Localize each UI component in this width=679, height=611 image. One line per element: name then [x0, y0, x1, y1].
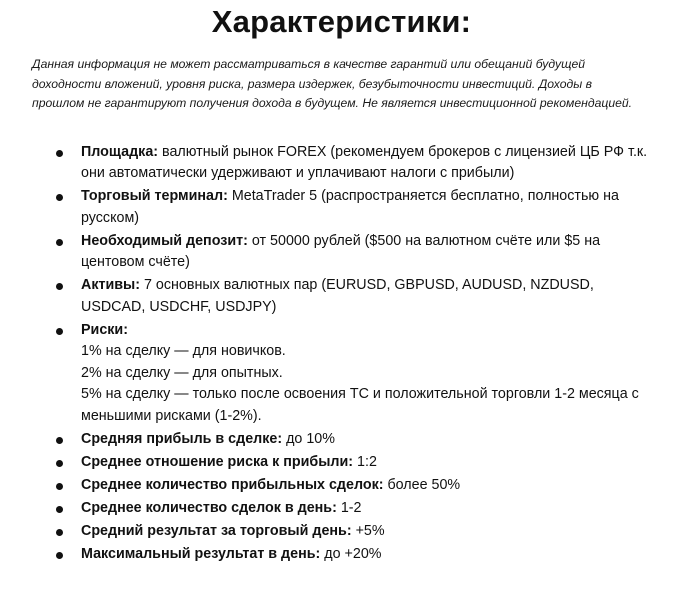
spec-item-risks: [54, 320, 651, 428]
disclaimer-text: Данная информация не может рассматриваться в качестве гарантий или обещаний будущей доходности вложений, уровня риска, размера издержек, безубыточности инвестиций. Доходы в прошлом не гарантируют получения дохода в будущем. Не является инвестиционной рекомендацией.: [32, 57, 633, 110]
spec-value: +5%: [351, 522, 385, 539]
bullet-icon: [56, 283, 63, 290]
bullet-icon: [56, 460, 63, 467]
spec-item-terminal: [54, 186, 651, 229]
spec-label: Максимальный результат в день:: [81, 545, 321, 562]
spec-value: более 50%: [383, 476, 461, 493]
spec-item-risk-reward: [54, 452, 651, 474]
spec-item-assets: [54, 275, 651, 318]
spec-item-trades-per-day: [54, 498, 651, 520]
spec-value: 7 основных валютных пар (EURUSD, GBPUSD, AUDUSD, NZDUSD, USDCAD, USDCHF, USDJPY): [81, 277, 594, 315]
risk-line-beginner: 1% на сделку — для новичков.: [81, 343, 286, 359]
spec-label: Необходимый депозит:: [81, 232, 248, 249]
spec-value: до 10%: [282, 430, 335, 447]
spec-label: Среднее количество сделок в день:: [81, 499, 337, 516]
spec-item-avg-profit: [54, 429, 651, 451]
spec-item-win-rate: [54, 475, 651, 497]
spec-label: Средний результат за торговый день:: [81, 522, 352, 539]
risk-line-advanced: 5% на сделку — только после освоения ТС и положительной торговли 1-2 месяца с меньшими рисками (1-2%).: [81, 386, 639, 424]
spec-label: Среднее количество прибыльных сделок:: [81, 476, 384, 493]
spec-value: валютный рынок FOREX (рекомендуем брокеров с лицензией ЦБ РФ т.к. они автоматически удерживают и уплачивают налоги с прибыли): [81, 143, 648, 181]
spec-label: Среднее отношение риска к прибыли:: [81, 453, 354, 470]
spec-item-platform: [54, 142, 651, 185]
bullet-icon: [56, 437, 63, 444]
bullet-icon: [56, 529, 63, 536]
spec-value: до +20%: [320, 545, 382, 562]
spec-label: Активы:: [81, 277, 141, 293]
risk-line-experienced: 2% на сделку — для опытных.: [81, 364, 283, 381]
bullet-icon: [56, 328, 63, 335]
spec-value: 1:2: [353, 453, 377, 470]
bullet-icon: [56, 150, 63, 157]
bullet-icon: [56, 239, 63, 246]
spec-item-max-daily-result: [54, 544, 651, 566]
page-title: Характеристики:: [211, 4, 472, 39]
spec-item-deposit: [54, 231, 651, 274]
spec-label: Риски:: [81, 321, 128, 338]
spec-label: Площадка:: [81, 143, 159, 160]
spec-value: 1-2: [336, 499, 362, 516]
bullet-icon: [56, 483, 63, 490]
bullet-icon: [56, 506, 63, 513]
bullet-icon: [56, 552, 63, 559]
spec-value: MetaTrader 5 (распространяется бесплатно, полностью на русском): [81, 188, 619, 226]
spec-value: от 50000 рублей ($500 на валютном счёте или $5 на центовом счёте): [81, 232, 601, 270]
spec-item-avg-daily-result: [54, 521, 651, 543]
characteristics-list: [32, 142, 651, 566]
spec-label: Торговый терминал:: [81, 188, 228, 204]
bullet-icon: [56, 194, 63, 201]
spec-label: Средняя прибыль в сделке:: [81, 430, 283, 447]
